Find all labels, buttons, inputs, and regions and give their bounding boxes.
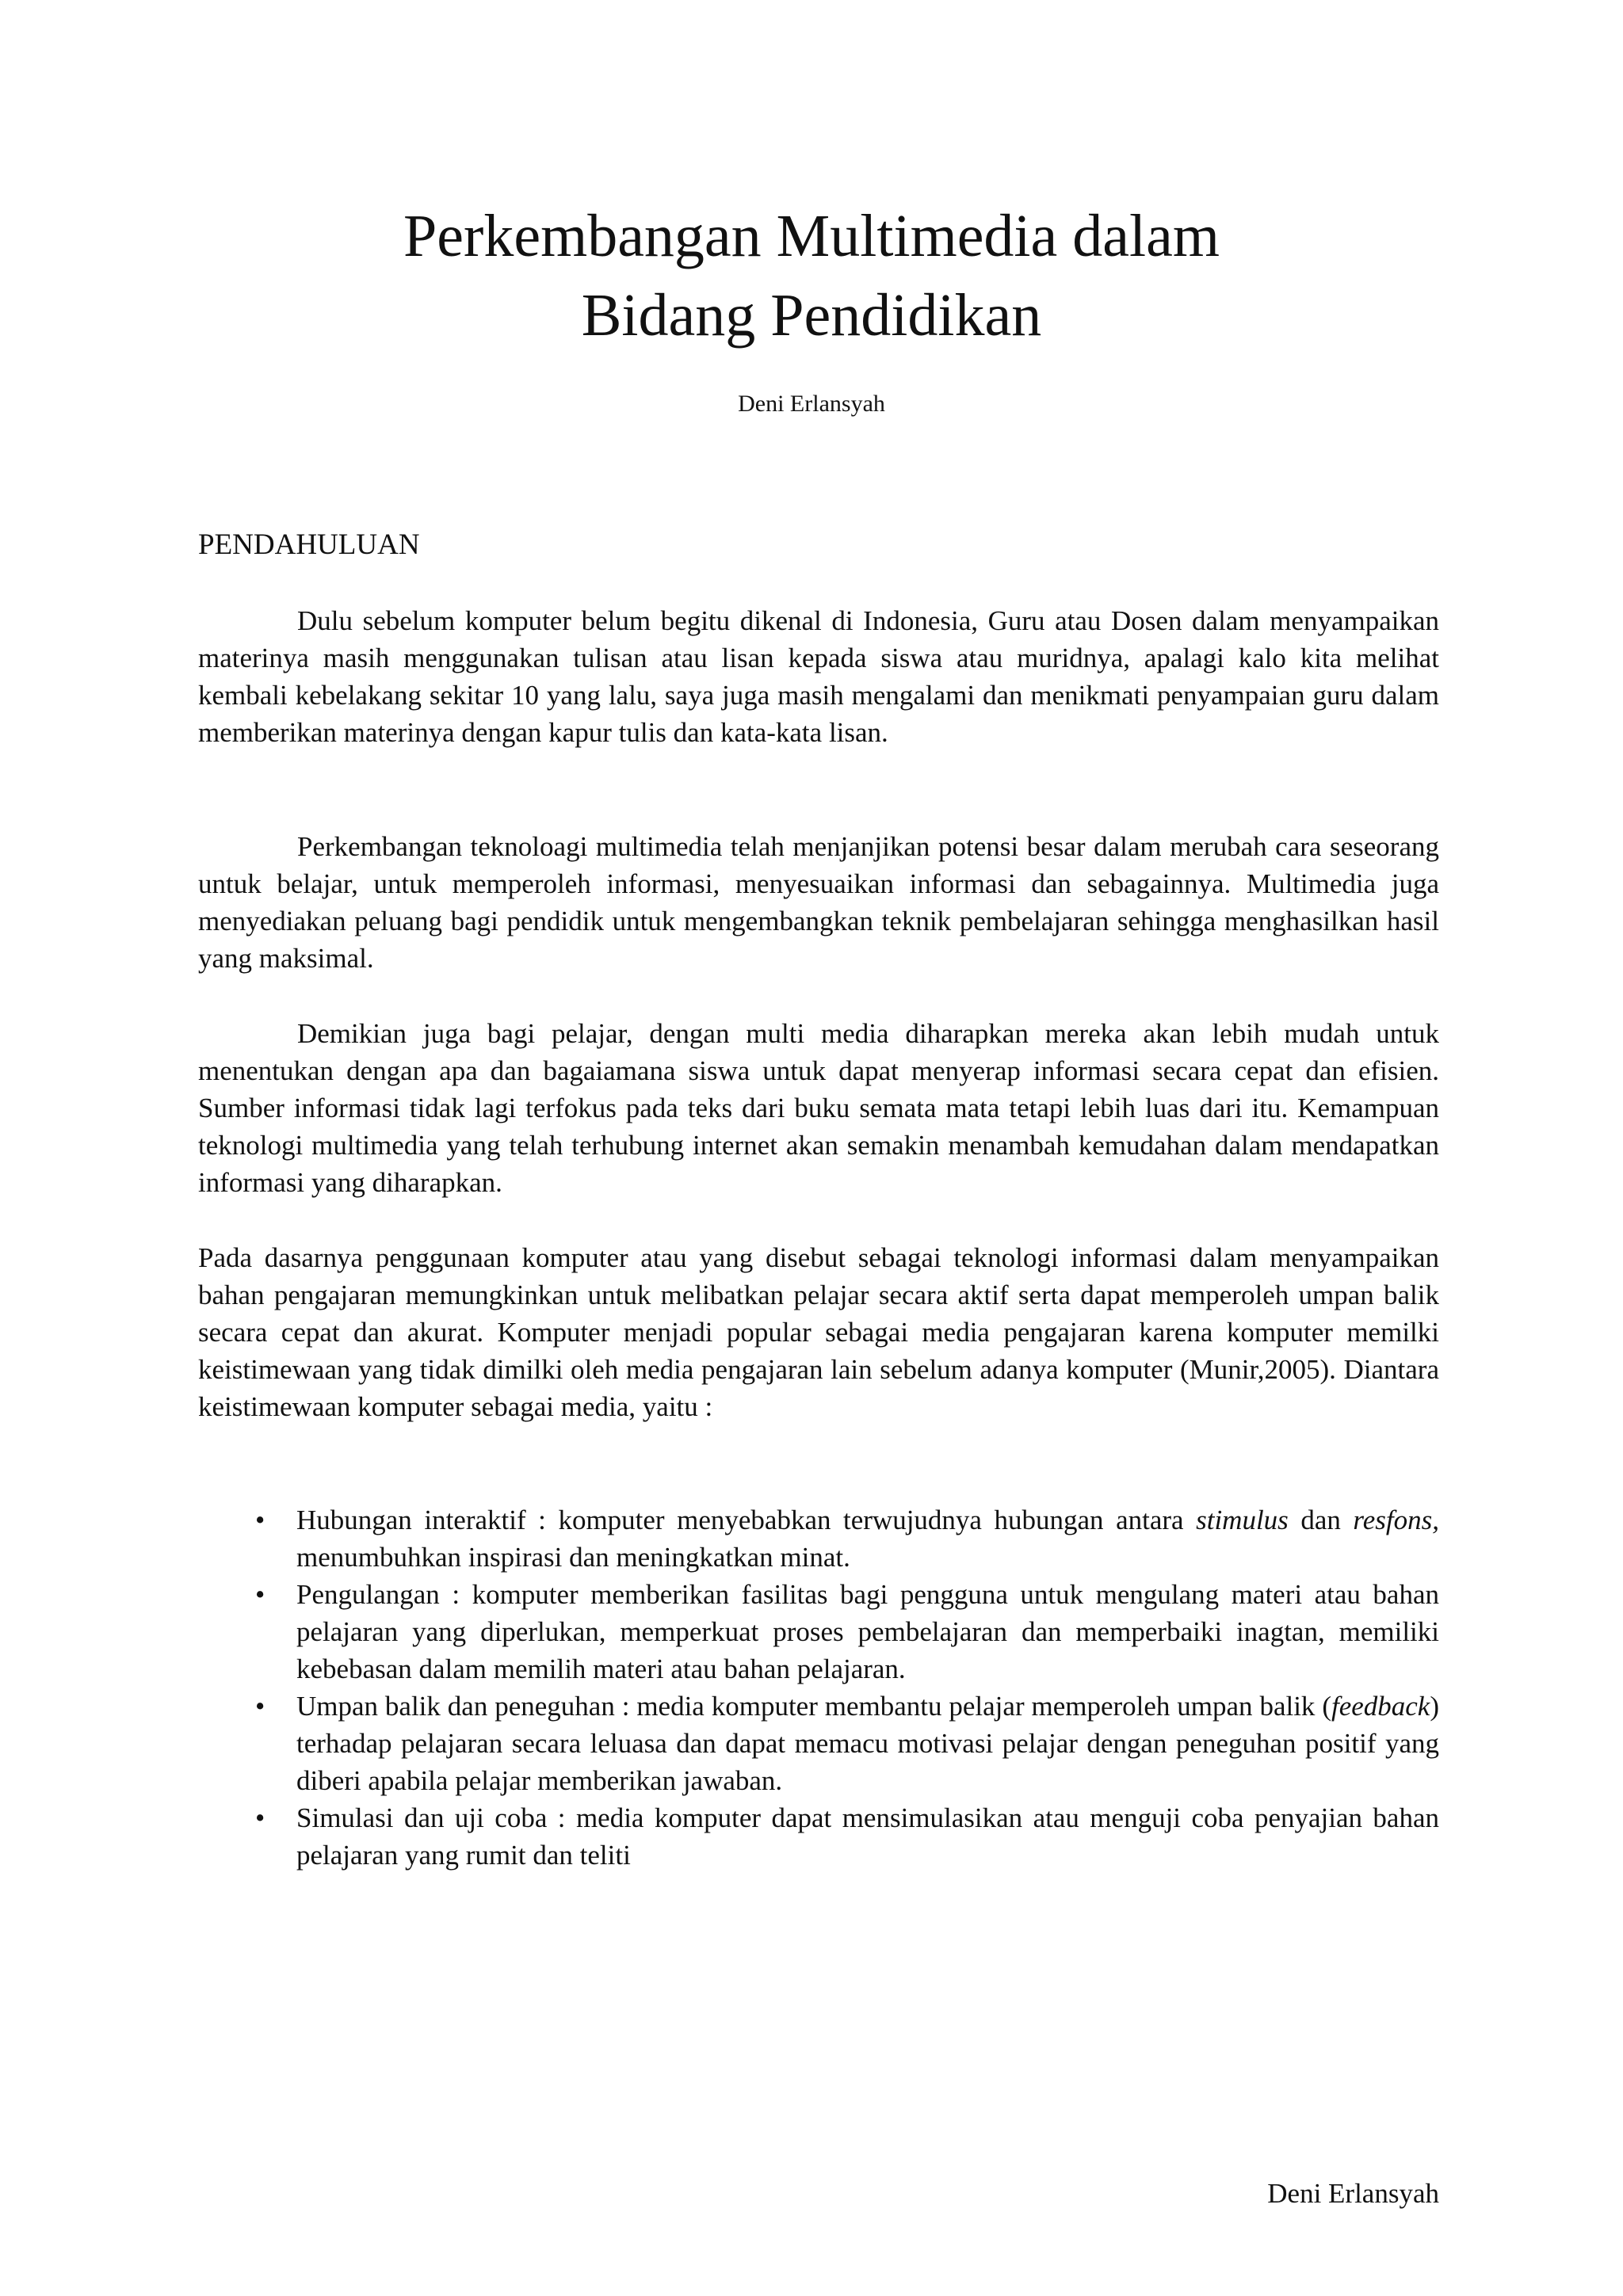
paragraph-2: Perkembangan teknoloagi multimedia telah menjanjikan potensi besar dalam merubah cara seseorang untuk belajar, untuk memperoleh informasi, menyesuaikan informasi dan sebagainnya. Multimedia juga menyediakan peluang bagi pendidik untuk mengembangkan teknik pembelajaran sehingga menghasilkan hasil yang maksimal. (198, 831, 1439, 974)
page-footer: Deni Erlansyah (1267, 2178, 1439, 2209)
document-title (198, 196, 1425, 355)
list-item-emphasis: resfons, (1353, 1505, 1439, 1535)
list-item (198, 1799, 1439, 1874)
paragraph-4: Pada dasarnya penggunaan komputer atau yang disebut sebagai teknologi informasi dalam menyampaikan bahan pengajaran memungkinkan untuk melibatkan pelajar secara aktif serta dapat memperoleh umpan balik secara cepat dan akurat. Komputer menjadi popular sebagai media pengajaran karena komputer memilki keistimewaan yang tidak dimilki oleh media pengajaran lain sebelum adanya komputer (Munir,2005). Diantara keistimewaan komputer sebagai media, yaitu : (198, 1242, 1439, 1422)
list-item-separator: : (547, 1802, 576, 1833)
bullet-icon: • (255, 1505, 265, 1535)
title-line-1: Perkembangan Multimedia dalam (403, 203, 1220, 269)
list-item (198, 1688, 1439, 1799)
bullet-icon: • (255, 1691, 265, 1722)
section-heading: PENDAHULUAN (198, 528, 420, 561)
list-item (198, 1576, 1439, 1688)
list-item-text: komputer memberikan fasilitas bagi pengguna untuk mengulang materi atau bahan pelajaran yang diperlukan, memperkuat proses pembelajaran dan memperbaiki inagtan, memiliki kebebasan dalam memilih materi atau bahan pelajaran. (296, 1579, 1439, 1684)
list-item-term: Hubungan interaktif (296, 1505, 526, 1535)
paragraph-3: Demikian juga bagi pelajar, dengan multi media diharapkan mereka akan lebih mudah untuk menentukan dengan apa dan bagaiamana siswa untuk dapat menyerap informasi secara cepat dan efisien. Sumber informasi tidak lagi terfokus pada teks dari buku semata mata tetapi lebih luas dari itu. Kemampuan teknologi multimedia yang telah terhubung internet akan semakin menambah kemudahan dalam mendapatkan informasi yang diharapkan. (198, 1018, 1439, 1198)
bullet-icon: • (255, 1579, 265, 1610)
list-item-separator: : (439, 1579, 472, 1610)
list-item-separator: : (525, 1505, 559, 1535)
list-item-text: dan (1288, 1505, 1354, 1535)
list-item-term: Umpan balik dan peneguhan (296, 1691, 615, 1722)
list-item-text: menumbuhkan inspirasi dan meningkatkan minat. (296, 1542, 850, 1573)
list-item-text: komputer menyebabkan terwujudnya hubungan antara (558, 1505, 1197, 1535)
list-item-separator: : (614, 1691, 637, 1722)
list-item-text: media komputer membantu pelajar memperoleh umpan balik ( (636, 1691, 1331, 1722)
list-item-term: Simulasi dan uji coba (296, 1802, 548, 1833)
list-item-text: media komputer dapat mensimulasikan atau menguji coba penyajian bahan pelajaran yang rumit dan teliti (296, 1802, 1439, 1871)
list-item (198, 1501, 1439, 1576)
bullet-icon: • (255, 1802, 265, 1833)
feature-list (198, 1501, 1439, 1874)
author-name: Deni Erlansyah (738, 391, 885, 417)
paragraph-1: Dulu sebelum komputer belum begitu dikenal di Indonesia, Guru atau Dosen dalam menyampaikan materinya masih menggunakan tulisan atau lisan kepada siswa atau muridnya, apalagi kalo kita melihat kembali kebelakang sekitar 10 yang lalu, saya juga masih mengalami dan menikmati penyampaian guru dalam memberikan materinya dengan kapur tulis dan kata-kata lisan. (198, 605, 1439, 748)
list-item-emphasis: feedback (1331, 1691, 1430, 1722)
list-item-term: Pengulangan (296, 1579, 440, 1610)
list-item-text: ) terhadap pelajaran secara leluasa dan dapat memacu motivasi pelajar dengan peneguhan positif yang diberi apabila pelajar memberikan jawaban. (296, 1691, 1439, 1796)
title-line-2: Bidang Pendidikan (581, 282, 1042, 349)
list-item-emphasis: stimulus (1196, 1505, 1289, 1535)
